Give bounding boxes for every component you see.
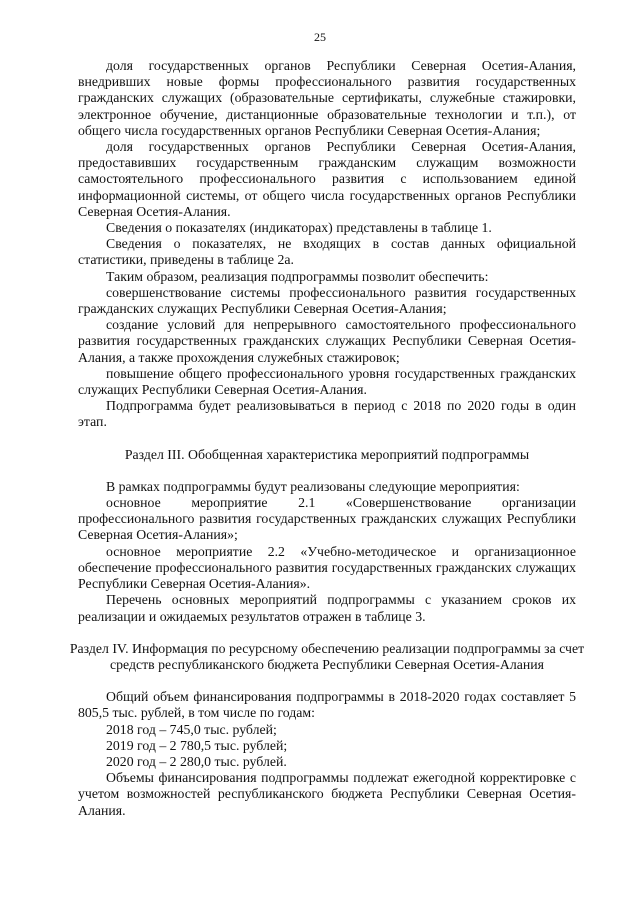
paragraph-activities-intro: В рамках подпрограммы будут реализованы следующие мероприятия: — [106, 478, 520, 494]
paragraph-period: Подпрограмма будет реализовываться в период с 2018 по 2020 годы в один этап. — [78, 398, 576, 430]
paragraph-activity-2-2: основное мероприятие 2.2 «Учебно-методическое и организационное обеспечение профессионального развития государственных гражданских служащих Республики Северная Осетия-Алания». — [78, 543, 576, 592]
paragraph-result-level: повышение общего профессионального уровня государственных гражданских служащих Республики Северная Осетия-Алания. — [78, 365, 576, 398]
spacer — [78, 673, 576, 689]
funding-year-2018: 2018 год – 745,0 тыс. рублей; — [106, 721, 277, 737]
funding-year-2020: 2020 год – 2 280,0 тыс. рублей. — [106, 753, 287, 769]
paragraph-indicator-self-development: доля государственных органов Республики Северная Осетия-Алания, предоставивших государственным гражданским служащим возможности самостоятельного профессионального развития с использованием единой информационной системы, от общего числа государственных органов Республики Северная Осетия-Алания. — [78, 139, 576, 219]
paragraph-result-system: совершенствование системы профессионального развития государственных гражданских служащих Республики Северная Осетия-Алания; — [78, 284, 576, 317]
paragraph-table-2a-reference: Сведения о показателях, не входящих в состав данных официальной статистики, приведены в таблице 2а. — [78, 236, 576, 268]
paragraph-table-3-reference: Перечень основных мероприятий подпрограммы с указанием сроков их реализации и ожидаемых результатов отражен в таблице 3. — [78, 592, 576, 624]
section-3-heading: Раздел III. Обобщенная характеристика мероприятий подпрограммы — [124, 446, 530, 462]
paragraph-table-1-reference: Сведения о показателях (индикаторах) представлены в таблице 1. — [106, 220, 492, 236]
paragraph-result-conditions: создание условий для непрерывного самостоятельного профессионального развития государственных гражданских служащих Республики Северная Осетия-Алания, а также прохождения служебных стажировок; — [78, 317, 576, 365]
spacer — [78, 431, 576, 447]
paragraph-indicator-new-forms: доля государственных органов Республики Северная Осетия-Алания, внедривших новые формы профессионального развития государственных гражданских служащих (образовательные сертификаты, служебные стажировки, электронное обучение, дистанционные образовательные технологии и т.п.), от общего числа государственных органов Республики Северная Осетия-Алания; — [78, 58, 576, 138]
paragraph-results-intro: Таким образом, реализация подпрограммы позволит обеспечить: — [106, 268, 489, 284]
paragraph-activity-2-1: основное мероприятие 2.1 «Совершенствование организации профессионального развития государственных гражданских служащих Республики Северная Осетия-Алания»; — [78, 495, 576, 543]
spacer — [78, 625, 576, 641]
page-number: 25 — [314, 30, 326, 44]
paragraph-funding-intro: Общий объем финансирования подпрограммы в 2018-2020 годах составляет 5 805,5 тыс. рублей, в том числе по годам: — [78, 689, 576, 721]
section-4-heading: Раздел IV. Информация по ресурсному обеспечению реализации подпрограммы за счет средств республиканского бюджета Республики Северная Осетия-Алания — [69, 640, 585, 672]
spacer — [78, 463, 576, 479]
funding-year-2019: 2019 год – 2 780,5 тыс. рублей; — [106, 737, 288, 753]
document-body — [69, 58, 585, 819]
paragraph-funding-note: Объемы финансирования подпрограммы подлежат ежегодной корректировке с учетом возможностей республиканского бюджета Республики Северная Осетия-Алания. — [78, 770, 576, 818]
